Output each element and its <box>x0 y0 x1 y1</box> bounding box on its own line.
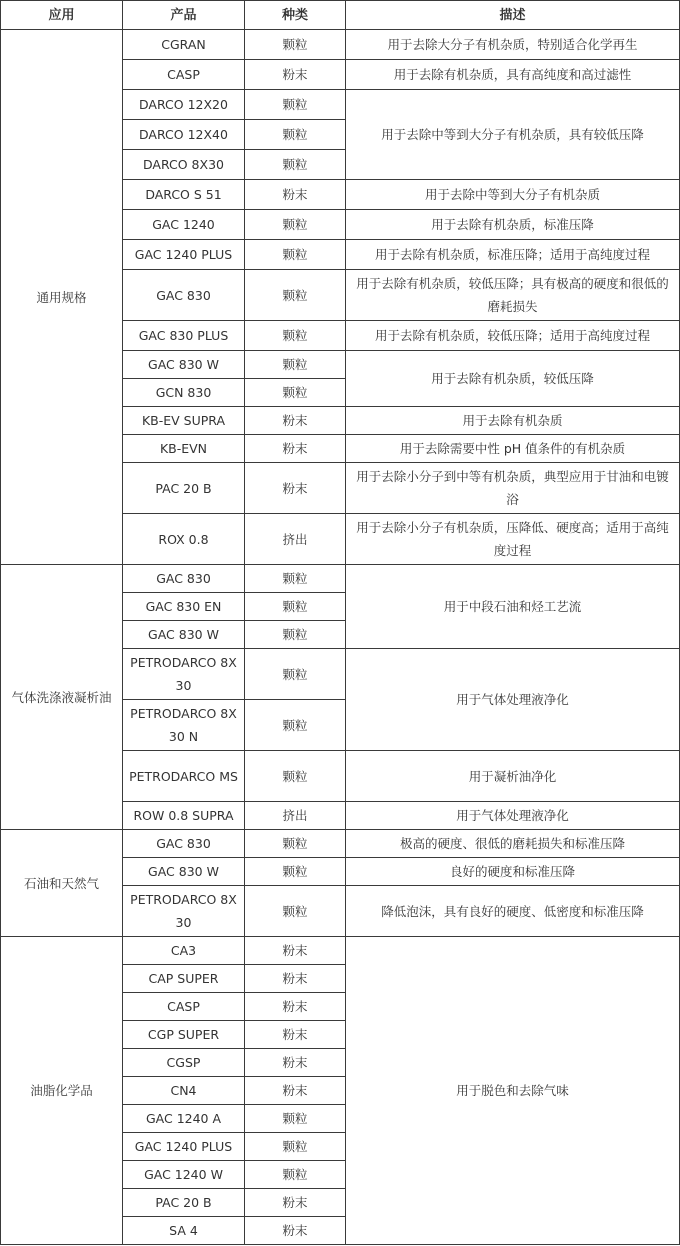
type-cell: 颗粒 <box>245 858 346 886</box>
product-cell: CASP <box>123 993 245 1021</box>
product-cell: GAC 1240 PLUS <box>123 1133 245 1161</box>
product-cell: PAC 20 B <box>123 463 245 514</box>
type-cell: 颗粒 <box>245 565 346 593</box>
description-cell: 用于脱色和去除气味 <box>346 937 680 1245</box>
header-type: 种类 <box>245 1 346 30</box>
type-cell: 颗粒 <box>245 621 346 649</box>
description-cell: 用于气体处理液净化 <box>346 802 680 830</box>
type-cell: 颗粒 <box>245 351 346 379</box>
type-cell: 颗粒 <box>245 1133 346 1161</box>
type-cell: 粉末 <box>245 435 346 463</box>
product-cell: GAC 830 W <box>123 351 245 379</box>
type-cell: 颗粒 <box>245 830 346 858</box>
product-cell: KB-EVN <box>123 435 245 463</box>
product-cell: PAC 20 B <box>123 1189 245 1217</box>
type-cell: 颗粒 <box>245 649 346 700</box>
table-row <box>1 937 680 965</box>
description-cell: 用于去除大分子有机杂质，特别适合化学再生 <box>346 30 680 60</box>
product-cell: GAC 1240 PLUS <box>123 240 245 270</box>
product-cell: ROW 0.8 SUPRA <box>123 802 245 830</box>
type-cell: 颗粒 <box>245 1161 346 1189</box>
description-cell: 用于中段石油和烃工艺流 <box>346 565 680 649</box>
description-cell: 用于去除有机杂质，具有高纯度和高过滤性 <box>346 60 680 90</box>
product-cell: KB-EV SUPRA <box>123 407 245 435</box>
product-cell: DARCO 8X30 <box>123 150 245 180</box>
type-cell: 颗粒 <box>245 30 346 60</box>
product-cell: SA 4 <box>123 1217 245 1245</box>
type-cell: 粉末 <box>245 180 346 210</box>
product-cell: GAC 830 <box>123 565 245 593</box>
product-cell: CN4 <box>123 1077 245 1105</box>
type-cell: 粉末 <box>245 407 346 435</box>
table-row <box>1 830 680 858</box>
product-cell: GAC 830 W <box>123 621 245 649</box>
description-cell: 用于去除需要中性 pH 值条件的有机杂质 <box>346 435 680 463</box>
product-cell: GAC 1240 W <box>123 1161 245 1189</box>
type-cell: 颗粒 <box>245 90 346 120</box>
header-row <box>1 1 680 30</box>
description-cell: 良好的硬度和标准压降 <box>346 858 680 886</box>
product-cell: CGRAN <box>123 30 245 60</box>
description-cell: 用于凝析油净化 <box>346 751 680 802</box>
description-cell: 用于气体处理液净化 <box>346 649 680 751</box>
header-product: 产品 <box>123 1 245 30</box>
type-cell: 颗粒 <box>245 593 346 621</box>
type-cell: 颗粒 <box>245 120 346 150</box>
type-cell: 挤出 <box>245 514 346 565</box>
type-cell: 粉末 <box>245 965 346 993</box>
table-row <box>1 565 680 593</box>
description-cell: 用于去除小分子有机杂质，压降低、硬度高；适用于高纯度过程 <box>346 514 680 565</box>
product-cell: GAC 830 EN <box>123 593 245 621</box>
description-cell: 用于去除有机杂质，标准压降；适用于高纯度过程 <box>346 240 680 270</box>
product-cell: GAC 830 <box>123 270 245 321</box>
product-cell: PETRODARCO 8X30 <box>123 886 245 937</box>
description-cell: 用于去除有机杂质，较低压降 <box>346 351 680 407</box>
type-cell: 粉末 <box>245 937 346 965</box>
type-cell: 粉末 <box>245 1021 346 1049</box>
description-cell: 用于去除有机杂质，标准压降 <box>346 210 680 240</box>
product-cell: GAC 1240 <box>123 210 245 240</box>
application-cell: 油脂化学品 <box>1 937 123 1245</box>
application-cell: 气体洗涤液凝析油 <box>1 565 123 830</box>
description-cell: 降低泡沫，具有良好的硬度、低密度和标准压降 <box>346 886 680 937</box>
type-cell: 粉末 <box>245 1189 346 1217</box>
type-cell: 颗粒 <box>245 321 346 351</box>
table-row <box>1 30 680 60</box>
type-cell: 颗粒 <box>245 150 346 180</box>
type-cell: 颗粒 <box>245 751 346 802</box>
product-cell: GAC 830 <box>123 830 245 858</box>
description-cell: 用于去除中等到大分子有机杂质 <box>346 180 680 210</box>
description-cell: 用于去除有机杂质，较低压降；具有极高的硬度和很低的磨耗损失 <box>346 270 680 321</box>
type-cell: 颗粒 <box>245 210 346 240</box>
application-cell: 通用规格 <box>1 30 123 565</box>
type-cell: 颗粒 <box>245 240 346 270</box>
description-cell: 极高的硬度、很低的磨耗损失和标准压降 <box>346 830 680 858</box>
type-cell: 颗粒 <box>245 886 346 937</box>
header-application: 应用 <box>1 1 123 30</box>
product-cell: DARCO 12X20 <box>123 90 245 120</box>
product-cell: CASP <box>123 60 245 90</box>
product-cell: PETRODARCO MS <box>123 751 245 802</box>
application-cell: 石油和天然气 <box>1 830 123 937</box>
type-cell: 粉末 <box>245 1049 346 1077</box>
type-cell: 颗粒 <box>245 270 346 321</box>
type-cell: 颗粒 <box>245 379 346 407</box>
description-cell: 用于去除有机杂质，较低压降；适用于高纯度过程 <box>346 321 680 351</box>
product-cell: PETRODARCO 8X30 N <box>123 700 245 751</box>
type-cell: 颗粒 <box>245 1105 346 1133</box>
type-cell: 粉末 <box>245 1217 346 1245</box>
product-cell: GCN 830 <box>123 379 245 407</box>
product-cell: DARCO S 51 <box>123 180 245 210</box>
type-cell: 粉末 <box>245 60 346 90</box>
product-cell: DARCO 12X40 <box>123 120 245 150</box>
type-cell: 挤出 <box>245 802 346 830</box>
description-cell: 用于去除小分子到中等有机杂质，典型应用于甘油和电镀浴 <box>346 463 680 514</box>
product-cell: GAC 830 PLUS <box>123 321 245 351</box>
description-cell: 用于去除中等到大分子有机杂质，具有较低压降 <box>346 90 680 180</box>
product-cell: CGSP <box>123 1049 245 1077</box>
product-cell: GAC 1240 A <box>123 1105 245 1133</box>
type-cell: 粉末 <box>245 463 346 514</box>
type-cell: 粉末 <box>245 1077 346 1105</box>
product-cell: PETRODARCO 8X30 <box>123 649 245 700</box>
product-cell: CGP SUPER <box>123 1021 245 1049</box>
product-cell: CA3 <box>123 937 245 965</box>
product-cell: ROX 0.8 <box>123 514 245 565</box>
product-cell: GAC 830 W <box>123 858 245 886</box>
header-description: 描述 <box>346 1 680 30</box>
description-cell: 用于去除有机杂质 <box>346 407 680 435</box>
type-cell: 颗粒 <box>245 700 346 751</box>
product-cell: CAP SUPER <box>123 965 245 993</box>
type-cell: 粉末 <box>245 993 346 1021</box>
